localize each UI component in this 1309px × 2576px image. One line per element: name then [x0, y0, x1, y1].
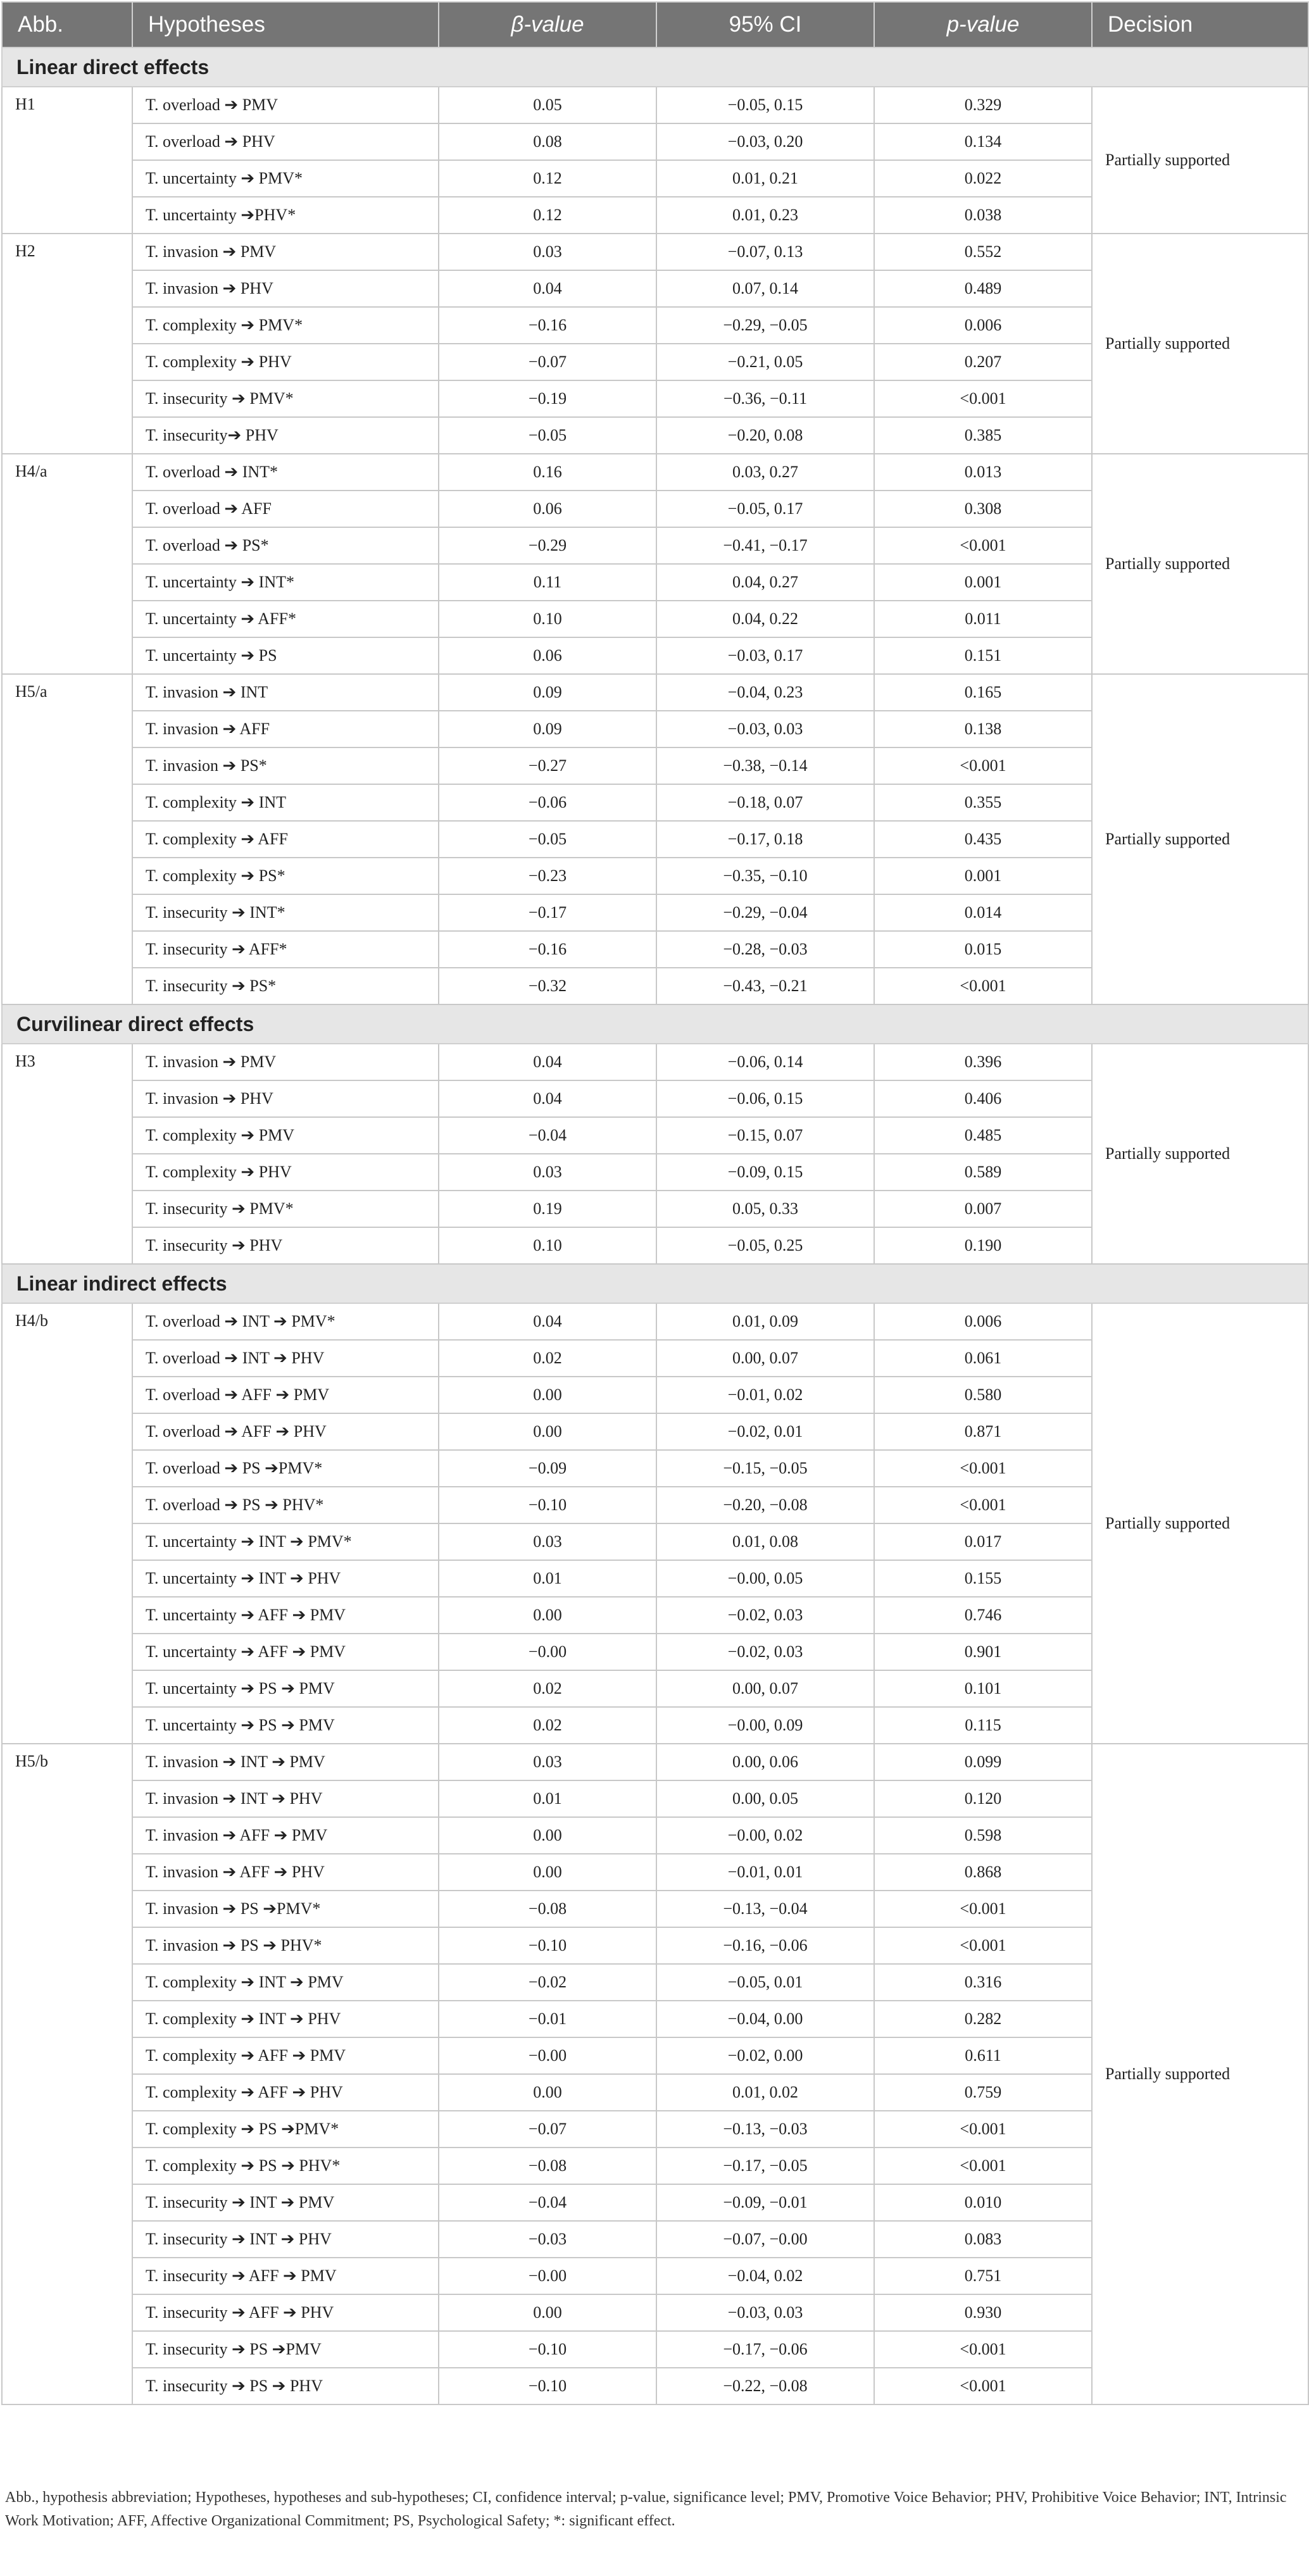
p-value-cell: <0.001 — [874, 2331, 1092, 2368]
beta-cell: 0.00 — [439, 1817, 656, 1854]
header-row — [2, 2, 1308, 47]
ci-cell: −0.05, 0.17 — [656, 491, 874, 527]
ci-cell: −0.09, −0.01 — [656, 2184, 874, 2221]
header-hypotheses: Hypotheses — [132, 2, 439, 47]
beta-cell: 0.16 — [439, 454, 656, 491]
header-p — [874, 2, 1092, 47]
p-value-cell: 0.061 — [874, 1340, 1092, 1377]
ci-cell: −0.21, 0.05 — [656, 344, 874, 380]
beta-cell: 0.00 — [439, 1597, 656, 1634]
beta-cell: 0.06 — [439, 491, 656, 527]
beta-cell: −0.32 — [439, 968, 656, 1004]
ci-cell: −0.02, 0.01 — [656, 1413, 874, 1450]
beta-cell: 0.04 — [439, 1303, 656, 1340]
hypothesis-cell: T. complexity ➔ PHV — [132, 344, 439, 380]
ci-cell: −0.22, −0.08 — [656, 2368, 874, 2404]
hypothesis-cell: T. uncertainty ➔ AFF ➔ PMV — [132, 1634, 439, 1670]
p-value-cell: <0.001 — [874, 1891, 1092, 1927]
ci-cell: −0.13, −0.04 — [656, 1891, 874, 1927]
beta-cell: 0.00 — [439, 1377, 656, 1413]
ci-cell: −0.04, 0.02 — [656, 2258, 874, 2294]
p-value-cell: 0.006 — [874, 1303, 1092, 1340]
decision-cell: Partially supported — [1092, 1044, 1308, 1264]
p-value-cell: 0.930 — [874, 2294, 1092, 2331]
p-value-cell: 0.746 — [874, 1597, 1092, 1634]
beta-cell: 0.04 — [439, 1044, 656, 1080]
p-value-cell: 0.101 — [874, 1670, 1092, 1707]
hypothesis-cell: T. invasion ➔ AFF ➔ PMV — [132, 1817, 439, 1854]
ci-cell: −0.20, −0.08 — [656, 1487, 874, 1523]
ci-cell: −0.04, 0.23 — [656, 674, 874, 711]
hypothesis-cell: T. overload ➔ PS* — [132, 527, 439, 564]
beta-cell: 0.01 — [439, 1780, 656, 1817]
hypothesis-cell: T. complexity ➔ INT ➔ PMV — [132, 1964, 439, 2001]
hypothesis-abb: H4/b — [2, 1303, 132, 1744]
beta-cell: −0.00 — [439, 1634, 656, 1670]
hypothesis-cell: T. insecurity ➔ INT ➔ PMV — [132, 2184, 439, 2221]
p-value-cell: <0.001 — [874, 2111, 1092, 2148]
ci-cell: −0.15, −0.05 — [656, 1450, 874, 1487]
hypothesis-cell: T. invasion ➔ PHV — [132, 1080, 439, 1117]
beta-cell: 0.02 — [439, 1340, 656, 1377]
beta-cell: −0.06 — [439, 784, 656, 821]
table-row — [2, 234, 1308, 270]
hypothesis-cell: T. invasion ➔ INT ➔ PHV — [132, 1780, 439, 1817]
ci-cell: 0.01, 0.02 — [656, 2074, 874, 2111]
beta-cell: −0.07 — [439, 344, 656, 380]
p-value-cell: <0.001 — [874, 1927, 1092, 1964]
hypothesis-cell: T. uncertainty ➔ INT ➔ PMV* — [132, 1523, 439, 1560]
beta-cell: −0.08 — [439, 1891, 656, 1927]
table-row — [2, 454, 1308, 491]
hypothesis-cell: T. insecurity ➔ AFF* — [132, 931, 439, 968]
hypothesis-cell: T. uncertainty ➔ AFF ➔ PMV — [132, 1597, 439, 1634]
p-value-cell: <0.001 — [874, 1450, 1092, 1487]
ci-cell: 0.01, 0.23 — [656, 197, 874, 234]
section-row — [2, 1004, 1308, 1044]
hypothesis-cell: T. overload ➔ AFF — [132, 491, 439, 527]
beta-cell: 0.01 — [439, 1560, 656, 1597]
table-row — [2, 87, 1308, 123]
ci-cell: −0.29, −0.05 — [656, 307, 874, 344]
hypothesis-cell: T. insecurity ➔ INT ➔ PHV — [132, 2221, 439, 2258]
table-row — [2, 674, 1308, 711]
beta-cell: −0.04 — [439, 1117, 656, 1154]
ci-cell: −0.17, −0.05 — [656, 2148, 874, 2184]
beta-cell: −0.03 — [439, 2221, 656, 2258]
results-table-container — [1, 1, 1308, 2405]
header-beta: β-value — [439, 2, 656, 47]
ci-cell: −0.17, 0.18 — [656, 821, 874, 858]
ci-cell: −0.03, 0.03 — [656, 711, 874, 747]
p-value-cell: 0.308 — [874, 491, 1092, 527]
hypothesis-cell: T. overload ➔ AFF ➔ PMV — [132, 1377, 439, 1413]
beta-cell: 0.00 — [439, 2074, 656, 2111]
hypothesis-cell: T. insecurity➔ PHV — [132, 417, 439, 454]
hypothesis-cell: T. overload ➔ INT ➔ PMV* — [132, 1303, 439, 1340]
p-value-cell: 0.589 — [874, 1154, 1092, 1191]
p-value-cell: 0.552 — [874, 234, 1092, 270]
table-footnote: Abb., hypothesis abbreviation; Hypotheses, hypotheses and sub-hypotheses; CI, confidence interval; p-value, significance level; PMV, Promotive Voice Behavior; PHV, Prohibitive Voice Behavior; INT, Intrinsic Work Motivation; AFF, Affective Organizational Commitment; PS, Psychological Safety; *: significant effect. — [5, 2489, 1287, 2529]
ci-cell: −0.07, 0.13 — [656, 234, 874, 270]
hypothesis-cell: T. insecurity ➔ AFF ➔ PMV — [132, 2258, 439, 2294]
p-value-cell: 0.190 — [874, 1227, 1092, 1264]
hypothesis-cell: T. overload ➔ INT* — [132, 454, 439, 491]
p-value-cell: 0.001 — [874, 564, 1092, 601]
section-row — [2, 1264, 1308, 1303]
ci-cell: −0.07, −0.00 — [656, 2221, 874, 2258]
beta-cell: 0.19 — [439, 1191, 656, 1227]
decision-cell: Partially supported — [1092, 454, 1308, 674]
hypothesis-cell: T. insecurity ➔ PS* — [132, 968, 439, 1004]
ci-cell: −0.05, 0.01 — [656, 1964, 874, 2001]
beta-cell: −0.08 — [439, 2148, 656, 2184]
ci-cell: 0.04, 0.27 — [656, 564, 874, 601]
p-value-cell: 0.611 — [874, 2037, 1092, 2074]
p-value-cell: <0.001 — [874, 527, 1092, 564]
section-title: Linear indirect effects — [2, 1264, 1308, 1303]
hypothesis-cell: T. insecurity ➔ AFF ➔ PHV — [132, 2294, 439, 2331]
hypothesis-cell: T. complexity ➔ PMV* — [132, 307, 439, 344]
ci-cell: −0.02, 0.03 — [656, 1597, 874, 1634]
hypothesis-cell: T. overload ➔ PHV — [132, 123, 439, 160]
p-value-cell: 0.580 — [874, 1377, 1092, 1413]
beta-cell: 0.12 — [439, 160, 656, 197]
p-value-cell: 0.871 — [874, 1413, 1092, 1450]
p-value-cell: 0.013 — [874, 454, 1092, 491]
beta-cell: 0.04 — [439, 1080, 656, 1117]
table-header — [2, 2, 1308, 47]
p-value-cell: 0.001 — [874, 858, 1092, 894]
p-value-cell: 0.007 — [874, 1191, 1092, 1227]
hypothesis-cell: T. uncertainty ➔PHV* — [132, 197, 439, 234]
hypothesis-abb: H5/a — [2, 674, 132, 1004]
p-value-cell: <0.001 — [874, 380, 1092, 417]
hypothesis-cell: T. overload ➔ PMV — [132, 87, 439, 123]
ci-cell: 0.00, 0.07 — [656, 1670, 874, 1707]
section-row — [2, 47, 1308, 87]
p-value-cell: 0.751 — [874, 2258, 1092, 2294]
ci-cell: −0.16, −0.06 — [656, 1927, 874, 1964]
ci-cell: 0.03, 0.27 — [656, 454, 874, 491]
beta-cell: −0.10 — [439, 2368, 656, 2404]
ci-cell: −0.03, 0.03 — [656, 2294, 874, 2331]
ci-cell: −0.02, 0.03 — [656, 1634, 874, 1670]
ci-cell: −0.00, 0.02 — [656, 1817, 874, 1854]
hypothesis-abb: H2 — [2, 234, 132, 454]
ci-cell: −0.05, 0.15 — [656, 87, 874, 123]
hypothesis-abb: H1 — [2, 87, 132, 234]
ci-cell: −0.41, −0.17 — [656, 527, 874, 564]
hypothesis-cell: T. complexity ➔ PMV — [132, 1117, 439, 1154]
decision-cell: Partially supported — [1092, 87, 1308, 234]
beta-cell: −0.07 — [439, 2111, 656, 2148]
beta-cell: −0.10 — [439, 1487, 656, 1523]
beta-cell: −0.10 — [439, 2331, 656, 2368]
decision-cell: Partially supported — [1092, 234, 1308, 454]
header-p-value: p-value — [946, 12, 1020, 37]
beta-cell: −0.09 — [439, 1450, 656, 1487]
beta-cell: −0.17 — [439, 894, 656, 931]
ci-cell: 0.01, 0.21 — [656, 160, 874, 197]
beta-cell: 0.00 — [439, 2294, 656, 2331]
beta-cell: −0.05 — [439, 417, 656, 454]
hypothesis-cell: T. complexity ➔ AFF ➔ PMV — [132, 2037, 439, 2074]
ci-cell: −0.28, −0.03 — [656, 931, 874, 968]
ci-cell: −0.02, 0.00 — [656, 2037, 874, 2074]
p-value-cell: 0.759 — [874, 2074, 1092, 2111]
hypothesis-cell: T. complexity ➔ INT ➔ PHV — [132, 2001, 439, 2037]
decision-cell: Partially supported — [1092, 1744, 1308, 2404]
p-value-cell: 0.406 — [874, 1080, 1092, 1117]
p-value-cell: 0.385 — [874, 417, 1092, 454]
hypothesis-cell: T. invasion ➔ INT ➔ PMV — [132, 1744, 439, 1780]
beta-cell: 0.06 — [439, 637, 656, 674]
hypothesis-cell: T. complexity ➔ AFF ➔ PHV — [132, 2074, 439, 2111]
p-value-cell: 0.396 — [874, 1044, 1092, 1080]
p-value-cell: 0.083 — [874, 2221, 1092, 2258]
ci-cell: −0.05, 0.25 — [656, 1227, 874, 1264]
hypothesis-cell: T. uncertainty ➔ PMV* — [132, 160, 439, 197]
beta-cell: −0.10 — [439, 1927, 656, 1964]
p-value-cell: 0.165 — [874, 674, 1092, 711]
hypothesis-cell: T. invasion ➔ PS* — [132, 747, 439, 784]
p-value-cell: 0.038 — [874, 197, 1092, 234]
p-value-cell: 0.115 — [874, 1707, 1092, 1744]
p-value-cell: 0.010 — [874, 2184, 1092, 2221]
beta-cell: −0.00 — [439, 2037, 656, 2074]
hypothesis-cell: T. insecurity ➔ PS ➔ PHV — [132, 2368, 439, 2404]
hypothesis-cell: T. invasion ➔ AFF ➔ PHV — [132, 1854, 439, 1891]
ci-cell: −0.01, 0.02 — [656, 1377, 874, 1413]
p-value-cell: 0.489 — [874, 270, 1092, 307]
p-value-cell: <0.001 — [874, 2148, 1092, 2184]
ci-cell: −0.17, −0.06 — [656, 2331, 874, 2368]
decision-cell: Partially supported — [1092, 674, 1308, 1004]
p-value-cell: <0.001 — [874, 968, 1092, 1004]
hypothesis-cell: T. insecurity ➔ PMV* — [132, 1191, 439, 1227]
p-value-cell: 0.014 — [874, 894, 1092, 931]
hypothesis-cell: T. invasion ➔ PS ➔PMV* — [132, 1891, 439, 1927]
hypothesis-cell: T. invasion ➔ PS ➔ PHV* — [132, 1927, 439, 1964]
header-decision: Decision — [1092, 2, 1308, 47]
hypothesis-cell: T. insecurity ➔ PS ➔PMV — [132, 2331, 439, 2368]
ci-cell: −0.00, 0.05 — [656, 1560, 874, 1597]
p-value-cell: 0.120 — [874, 1780, 1092, 1817]
hypothesis-cell: T. uncertainty ➔ PS ➔ PMV — [132, 1707, 439, 1744]
beta-cell: 0.10 — [439, 1227, 656, 1264]
p-value-cell: 0.006 — [874, 307, 1092, 344]
beta-cell: 0.10 — [439, 601, 656, 637]
hypothesis-abb: H5/b — [2, 1744, 132, 2404]
hypothesis-cell: T. complexity ➔ INT — [132, 784, 439, 821]
hypothesis-cell: T. invasion ➔ AFF — [132, 711, 439, 747]
p-value-cell: <0.001 — [874, 2368, 1092, 2404]
beta-cell: −0.01 — [439, 2001, 656, 2037]
hypothesis-cell: T. complexity ➔ PS ➔ PHV* — [132, 2148, 439, 2184]
p-value-cell: 0.435 — [874, 821, 1092, 858]
hypothesis-cell: T. insecurity ➔ PMV* — [132, 380, 439, 417]
hypothesis-cell: T. invasion ➔ PMV — [132, 1044, 439, 1080]
hypothesis-cell: T. uncertainty ➔ PS ➔ PMV — [132, 1670, 439, 1707]
ci-cell: −0.06, 0.14 — [656, 1044, 874, 1080]
beta-cell: −0.05 — [439, 821, 656, 858]
beta-cell: −0.02 — [439, 1964, 656, 2001]
p-value-cell: 0.598 — [874, 1817, 1092, 1854]
section-title: Curvilinear direct effects — [2, 1004, 1308, 1044]
beta-cell: −0.00 — [439, 2258, 656, 2294]
ci-cell: −0.38, −0.14 — [656, 747, 874, 784]
hypothesis-cell: T. uncertainty ➔ PS — [132, 637, 439, 674]
p-value-cell: <0.001 — [874, 747, 1092, 784]
p-value-cell: 0.316 — [874, 1964, 1092, 2001]
ci-cell: 0.07, 0.14 — [656, 270, 874, 307]
beta-cell: −0.04 — [439, 2184, 656, 2221]
ci-cell: 0.01, 0.09 — [656, 1303, 874, 1340]
ci-cell: −0.15, 0.07 — [656, 1117, 874, 1154]
beta-cell: 0.02 — [439, 1707, 656, 1744]
hypothesis-cell: T. complexity ➔ PS* — [132, 858, 439, 894]
hypothesis-cell: T. complexity ➔ PS ➔PMV* — [132, 2111, 439, 2148]
ci-cell: −0.13, −0.03 — [656, 2111, 874, 2148]
p-value-cell: 0.282 — [874, 2001, 1092, 2037]
hypothesis-cell: T. insecurity ➔ PHV — [132, 1227, 439, 1264]
beta-cell: 0.12 — [439, 197, 656, 234]
hypothesis-abb: H3 — [2, 1044, 132, 1264]
section-title: Linear direct effects — [2, 47, 1308, 87]
hypothesis-cell: T. overload ➔ PS ➔PMV* — [132, 1450, 439, 1487]
ci-cell: −0.20, 0.08 — [656, 417, 874, 454]
ci-cell: 0.04, 0.22 — [656, 601, 874, 637]
ci-cell: 0.00, 0.05 — [656, 1780, 874, 1817]
ci-cell: −0.04, 0.00 — [656, 2001, 874, 2037]
beta-cell: 0.00 — [439, 1854, 656, 1891]
ci-cell: −0.18, 0.07 — [656, 784, 874, 821]
hypothesis-cell: T. overload ➔ INT ➔ PHV — [132, 1340, 439, 1377]
ci-cell: −0.06, 0.15 — [656, 1080, 874, 1117]
p-value-cell: 0.329 — [874, 87, 1092, 123]
p-value-cell: 0.151 — [874, 637, 1092, 674]
table-row — [2, 1744, 1308, 1780]
ci-cell: 0.00, 0.07 — [656, 1340, 874, 1377]
decision-cell: Partially supported — [1092, 1303, 1308, 1744]
beta-cell: 0.05 — [439, 87, 656, 123]
ci-cell: −0.00, 0.09 — [656, 1707, 874, 1744]
beta-cell: 0.04 — [439, 270, 656, 307]
ci-cell: −0.29, −0.04 — [656, 894, 874, 931]
hypothesis-abb: H4/a — [2, 454, 132, 674]
ci-cell: −0.35, −0.10 — [656, 858, 874, 894]
table-row — [2, 1044, 1308, 1080]
ci-cell: 0.00, 0.06 — [656, 1744, 874, 1780]
ci-cell: 0.05, 0.33 — [656, 1191, 874, 1227]
hypothesis-cell: T. uncertainty ➔ INT* — [132, 564, 439, 601]
beta-cell: 0.03 — [439, 234, 656, 270]
hypothesis-cell: T. uncertainty ➔ INT ➔ PHV — [132, 1560, 439, 1597]
ci-cell: −0.36, −0.11 — [656, 380, 874, 417]
beta-cell: −0.27 — [439, 747, 656, 784]
header-abb: Abb. — [2, 2, 132, 47]
beta-cell: 0.02 — [439, 1670, 656, 1707]
ci-cell: −0.03, 0.17 — [656, 637, 874, 674]
beta-cell: 0.09 — [439, 674, 656, 711]
p-value-cell: 0.207 — [874, 344, 1092, 380]
p-value-cell: 0.355 — [874, 784, 1092, 821]
table-row — [2, 1303, 1308, 1340]
beta-cell: −0.23 — [439, 858, 656, 894]
p-value-cell: 0.017 — [874, 1523, 1092, 1560]
hypothesis-cell: T. invasion ➔ INT — [132, 674, 439, 711]
beta-cell: 0.03 — [439, 1523, 656, 1560]
hypothesis-cell: T. insecurity ➔ INT* — [132, 894, 439, 931]
hypothesis-cell: T. overload ➔ PS ➔ PHV* — [132, 1487, 439, 1523]
ci-cell: −0.43, −0.21 — [656, 968, 874, 1004]
beta-cell: 0.00 — [439, 1413, 656, 1450]
beta-cell: 0.11 — [439, 564, 656, 601]
beta-cell: 0.08 — [439, 123, 656, 160]
hypotheses-results-table — [1, 1, 1309, 2405]
p-value-cell: 0.011 — [874, 601, 1092, 637]
beta-cell: −0.16 — [439, 307, 656, 344]
p-value-cell: 0.485 — [874, 1117, 1092, 1154]
ci-cell: −0.09, 0.15 — [656, 1154, 874, 1191]
beta-cell: 0.03 — [439, 1154, 656, 1191]
hypothesis-cell: T. invasion ➔ PHV — [132, 270, 439, 307]
p-value-cell: 0.138 — [874, 711, 1092, 747]
p-value-cell: <0.001 — [874, 1487, 1092, 1523]
hypothesis-cell: T. invasion ➔ PMV — [132, 234, 439, 270]
ci-cell: 0.01, 0.08 — [656, 1523, 874, 1560]
beta-cell: 0.09 — [439, 711, 656, 747]
hypothesis-cell: T. complexity ➔ AFF — [132, 821, 439, 858]
ci-cell: −0.03, 0.20 — [656, 123, 874, 160]
beta-cell: −0.19 — [439, 380, 656, 417]
p-value-cell: 0.155 — [874, 1560, 1092, 1597]
hypothesis-cell: T. complexity ➔ PHV — [132, 1154, 439, 1191]
ci-cell: −0.01, 0.01 — [656, 1854, 874, 1891]
p-value-cell: 0.868 — [874, 1854, 1092, 1891]
p-value-cell: 0.099 — [874, 1744, 1092, 1780]
beta-cell: −0.29 — [439, 527, 656, 564]
hypothesis-cell: T. overload ➔ AFF ➔ PHV — [132, 1413, 439, 1450]
table-body — [2, 47, 1308, 2404]
p-value-cell: 0.022 — [874, 160, 1092, 197]
p-value-cell: 0.901 — [874, 1634, 1092, 1670]
p-value-cell: 0.134 — [874, 123, 1092, 160]
p-value-cell: 0.015 — [874, 931, 1092, 968]
header-ci: 95% CI — [656, 2, 874, 47]
beta-cell: −0.16 — [439, 931, 656, 968]
hypothesis-cell: T. uncertainty ➔ AFF* — [132, 601, 439, 637]
beta-cell: 0.03 — [439, 1744, 656, 1780]
